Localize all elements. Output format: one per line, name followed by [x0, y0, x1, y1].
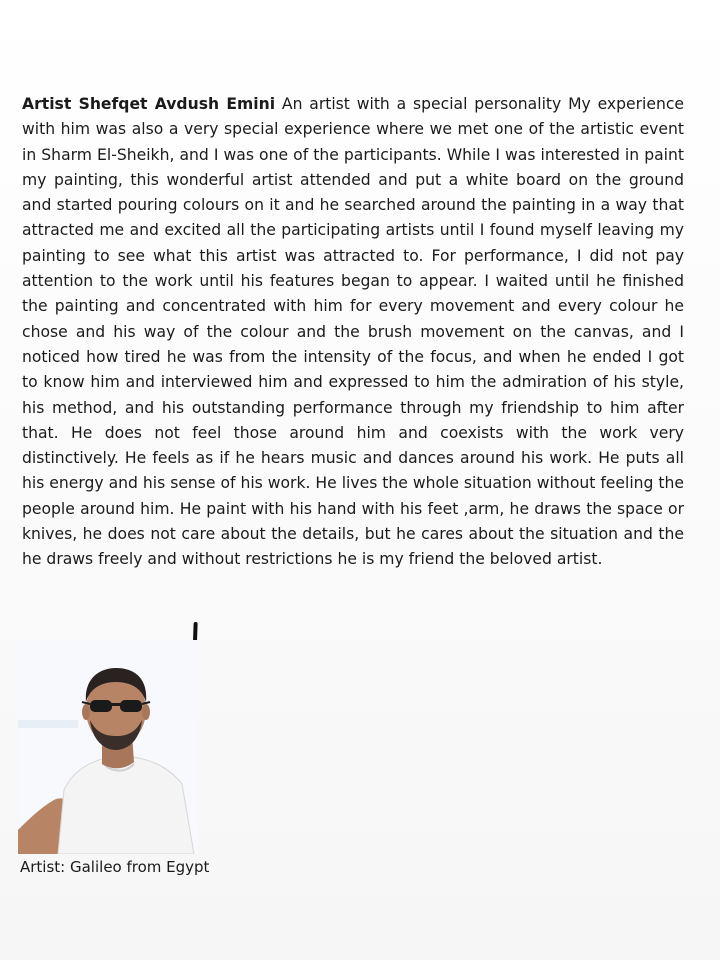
artist-name-lead: Artist Shefqet Avdush Emini [22, 95, 276, 113]
testimonial-body: An artist with a special personality My experience with him was also a very special experience where we met one of the artistic event in Sharm El-Sheikh, and I was one of the participants. While I was interested in paint my painting, this wonderful artist attended and put a white board on the ground and started pouring colours on it and he searched around the painting in a way that attracted me and excited all the participating artists until I found myself leaving my painting to see what this artist was attracted to. For performance, I did not pay attention to the work until his features began to appear. I waited until he finished the painting and concentrated with him for every movement and every colour he chose and his way of the colour and the brush movement on the canvas, and I noticed how tired he was from the intensity of the focus, and when he ended I got to know him and interviewed him and expressed to him the admiration of his style, his method, and his outstanding performance through my friendship to him after that. He does not feel those around him and coexists with the work very distinctively. He feels as if he hears music and dances around his work. He puts all his energy and his sense of his work. He lives the whole situation without feeling the people around him. He paint with his hand with his feet ,arm, he draws the space or knives, he does not care about the details, but he cares about the situation and the he draws freely and without restrictions he is my friend the beloved artist. [22, 95, 684, 569]
photo-caption: Artist: Galileo from Egypt [20, 858, 210, 876]
testimonial-paragraph [22, 92, 684, 573]
artist-photo [18, 640, 198, 854]
artist-portrait-illustration [18, 640, 198, 854]
